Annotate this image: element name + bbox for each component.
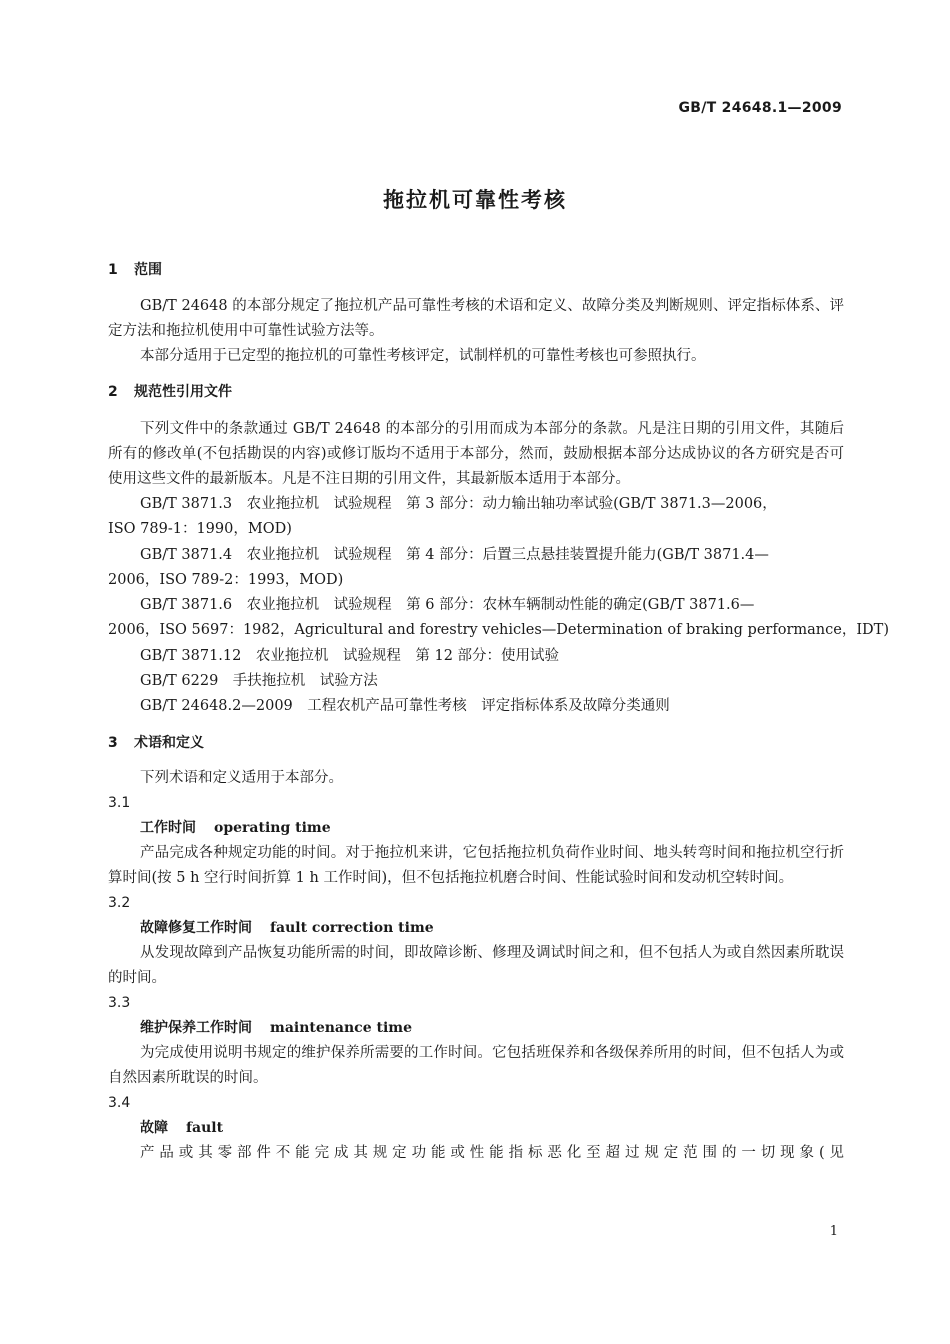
term-chinese: 故障 xyxy=(140,1119,168,1136)
reference-item xyxy=(108,543,844,594)
term-english: operating time xyxy=(214,819,331,836)
term-english: maintenance time xyxy=(270,1019,412,1036)
page-title: 拖拉机可靠性考核 xyxy=(383,188,567,212)
section-number: 1 xyxy=(108,262,118,278)
term-number: 3.1 xyxy=(108,794,131,811)
section-heading-scope xyxy=(108,258,844,282)
paragraph: 下列文件中的条款通过 GB/T 24648 的本部分的引用而成为本部分的条款。凡是注日期的引用文件，其随后所有的修改单(不包括勘误的内容)或修订版均不适用于本部分，然而，鼓励根据本部分达成协议的各方研究是否可使用这些文件的最新版本。凡是不注日期的引用文件，其最新版本适用于本部分。 xyxy=(108,421,844,487)
reference-item: GB/T 24648.2—2009 工程农机产品可靠性考核 评定指标体系及故障分类通则 xyxy=(140,698,670,715)
term-heading xyxy=(108,1116,844,1141)
paragraph: 本部分适用于已定型的拖拉机的可靠性考核评定，试制样机的可靠性考核也可参照执行。 xyxy=(140,348,706,364)
paragraph: 下列术语和定义适用于本部分。 xyxy=(140,769,343,786)
paragraph: GB/T 24648 的本部分规定了拖拉机产品可靠性考核的术语和定义、故障分类及判断规则、评定指标体系、评定方法和拖拉机使用中可靠性试验方法等。 xyxy=(108,298,844,339)
section-title: 术语和定义 xyxy=(134,734,204,751)
reference-item xyxy=(108,492,844,543)
term-definition: 从发现故障到产品恢复功能所需的时间，即故障诊断、修理及调试时间之和，但不包括人为或自然因素所耽误的时间。 xyxy=(108,944,844,986)
reference-item: GB/T 3871.12 农业拖拉机 试验规程 第 12 部分：使用试验 xyxy=(140,647,560,664)
reference-line-continued: ISO 789-1：1990，MOD) xyxy=(108,521,292,538)
term-chinese: 工作时间 xyxy=(140,819,196,836)
section-number: 3 xyxy=(108,734,118,751)
term-number: 3.4 xyxy=(108,1094,131,1111)
reference-line: GB/T 3871.6 农业拖拉机 试验规程 第 6 部分：农林车辆制动性能的确定(GB/T 3871.6— xyxy=(140,597,755,614)
section-heading-terms-definitions xyxy=(108,731,844,755)
reference-item: GB/T 6229 手扶拖拉机 试验方法 xyxy=(140,673,378,690)
reference-line: GB/T 3871.3 农业拖拉机 试验规程 第 3 部分：动力输出轴功率试验(GB/T 3871.3—2006， xyxy=(140,496,777,512)
reference-line-continued: 2006，ISO 789-2：1993，MOD) xyxy=(108,571,344,588)
term-heading xyxy=(108,916,844,941)
section-number: 2 xyxy=(108,384,118,400)
term-english: fault correction time xyxy=(270,919,434,936)
section-title: 范围 xyxy=(134,262,162,278)
reference-item xyxy=(108,593,889,644)
term-chinese: 维护保养工作时间 xyxy=(140,1019,252,1036)
term-heading xyxy=(108,816,844,841)
term-definition: 为完成使用说明书规定的维护保养所需要的工作时间。它包括班保养和各级保养所用的时间，但不包括人为或自然因素所耽误的时间。 xyxy=(108,1044,844,1086)
term-heading xyxy=(108,1016,844,1041)
term-chinese: 故障修复工作时间 xyxy=(140,919,252,936)
section-title: 规范性引用文件 xyxy=(134,384,232,400)
term-definition: 产品或其零部件不能完成其规定功能或性能指标恶化至超过规定范围的一切现象(见 xyxy=(140,1144,844,1161)
term-english: fault xyxy=(186,1119,224,1136)
section-heading-normative-references xyxy=(108,380,844,404)
term-definition: 产品完成各种规定功能的时间。对于拖拉机来讲，它包括拖拉机负荷作业时间、地头转弯时间和拖拉机空行折算时间(按 5 h 空行时间折算 1 h 工作时间)，但不包括拖拉机磨合时间、性能试验时间和发动机空转时间。 xyxy=(108,844,844,886)
document-body xyxy=(108,258,889,1166)
term-number: 3.2 xyxy=(108,894,131,911)
page-number: 1 xyxy=(829,1224,838,1239)
term-number: 3.3 xyxy=(108,994,131,1011)
reference-line: GB/T 3871.4 农业拖拉机 试验规程 第 4 部分：后置三点悬挂装置提升能力(GB/T 3871.4— xyxy=(140,546,769,563)
standard-code: GB/T 24648.1—2009 xyxy=(678,100,842,116)
reference-line-continued: 2006，ISO 5697：1982，Agricultural and forestry vehicles—Determination of braking performance，IDT) xyxy=(108,622,889,639)
